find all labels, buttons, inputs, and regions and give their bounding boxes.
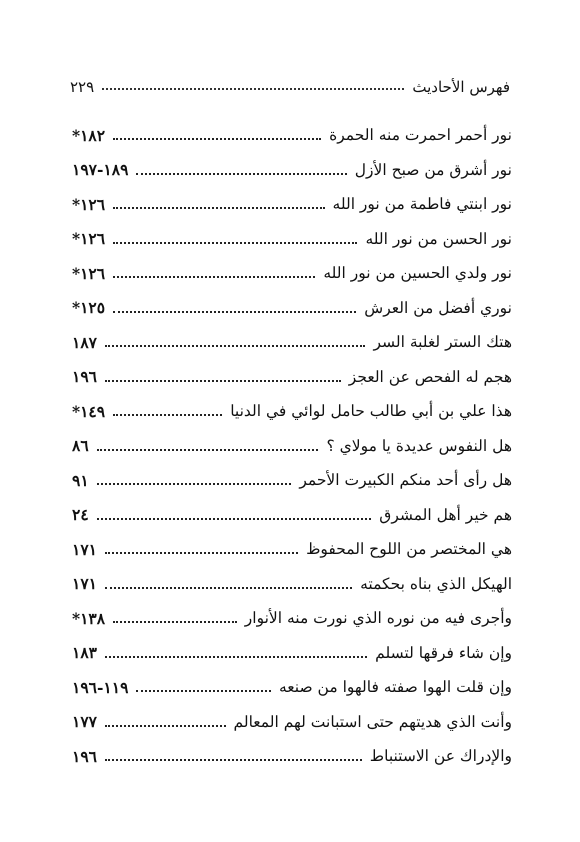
header-dot-leader (102, 88, 404, 90)
index-entry (72, 705, 512, 740)
index-entry (72, 118, 512, 153)
dot-leader (97, 518, 372, 520)
dot-leader (113, 311, 356, 313)
entry-text: وأنت الذي هديتهم حتى استبانت لهم المعالم (233, 712, 512, 731)
entry-page-ref: ١٩٦ (72, 746, 97, 766)
entry-page-ref: ١٢٦* (72, 229, 106, 249)
dot-leader (105, 656, 367, 658)
entry-text: والإدراك عن الاستنباط (369, 747, 512, 766)
entry-page-ref: ١٨٧ (72, 332, 97, 352)
entry-text: هل رأى أحد منكم الكبيرت الأحمر (299, 471, 512, 490)
dot-leader (136, 690, 271, 692)
dot-leader (105, 552, 298, 554)
index-entry (72, 739, 512, 774)
entry-page-ref: ١٨٣ (72, 643, 97, 663)
dot-leader (113, 276, 315, 278)
header-page-number: ٢٢٩ (70, 78, 95, 96)
entry-text: وإن شاء فرقها لتسلم (375, 643, 512, 662)
dot-leader (105, 587, 352, 589)
index-entry (72, 498, 512, 533)
index-entry (72, 601, 512, 636)
entry-page-ref: ١٩٦ (72, 367, 97, 387)
index-entry (72, 153, 512, 188)
dot-leader (136, 173, 346, 175)
entry-page-ref: ١٧١ (72, 539, 97, 559)
index-entry (72, 532, 512, 567)
dot-leader (113, 621, 237, 623)
dot-leader (113, 207, 324, 209)
entry-page-ref: ١٢٥* (72, 298, 106, 318)
index-entry (72, 670, 512, 705)
page-header (70, 74, 510, 100)
dot-leader (97, 483, 292, 485)
entry-text: هتك الستر لغلبة السر (373, 333, 512, 352)
entry-text: نوري أفضل من العرش (364, 298, 512, 317)
index-entry (72, 636, 512, 671)
entry-text: نور أشرق من صبح الأزل (354, 160, 512, 179)
dot-leader (113, 414, 222, 416)
index-entry (72, 325, 512, 360)
entry-page-ref: ١٣٨* (72, 608, 106, 628)
index-entry (72, 256, 512, 291)
index-entry (72, 394, 512, 429)
entry-page-ref: ١٨٢* (72, 125, 106, 145)
entry-text: نور ولدي الحسين من نور الله (323, 264, 512, 283)
hadith-index-list (72, 118, 512, 774)
entry-page-ref: ١٢٦* (72, 263, 106, 283)
entry-text: الهيكل الذي بناه بحكمته (360, 574, 512, 593)
entry-text: نور أحمر احمرت منه الحمرة (329, 126, 512, 145)
entry-page-ref: ٩١ (72, 470, 89, 490)
entry-page-ref: ١٢٦* (72, 194, 106, 214)
entry-page-ref: ١١٩-١٩٦ (72, 677, 129, 697)
dot-leader (105, 345, 366, 347)
header-title: فهرس الأحاديث (412, 78, 510, 96)
entry-text: هجم له الفحص عن العجز (348, 367, 512, 386)
entry-text: هم خير أهل المشرق (379, 505, 512, 524)
index-entry (72, 291, 512, 326)
entry-page-ref: ١٤٩* (72, 401, 106, 421)
entry-text: هل النفوس عديدة يا مولاي ؟ (326, 436, 512, 455)
index-entry (72, 463, 512, 498)
index-entry (72, 360, 512, 395)
index-entry (72, 429, 512, 464)
index-entry (72, 222, 512, 257)
entry-page-ref: ١٧١ (72, 574, 97, 594)
entry-text: وإن قلت الهوا صفته فالهوا من صنعه (278, 678, 512, 697)
entry-page-ref: ١٨٩-١٩٧ (72, 160, 129, 180)
dot-leader (105, 759, 362, 761)
entry-text: هذا علي بن أبي طالب حامل لوائي في الدنيا (230, 402, 512, 421)
dot-leader (113, 138, 321, 140)
dot-leader (97, 449, 319, 451)
entry-text: هي المختصر من اللوح المحفوظ (306, 540, 512, 559)
entry-page-ref: ٨٦ (72, 436, 89, 456)
entry-text: وأجرى فيه من نوره الذي نورت منه الأنوار (244, 609, 512, 628)
index-entry (72, 187, 512, 222)
index-entry (72, 567, 512, 602)
entry-text: نور ابنتي فاطمة من نور الله (332, 195, 512, 214)
entry-page-ref: ١٧٧ (72, 712, 97, 732)
dot-leader (105, 725, 226, 727)
entry-text: نور الحسن من نور الله (365, 229, 512, 248)
dot-leader (113, 242, 357, 244)
entry-page-ref: ٢٤ (72, 505, 89, 525)
dot-leader (105, 380, 341, 382)
